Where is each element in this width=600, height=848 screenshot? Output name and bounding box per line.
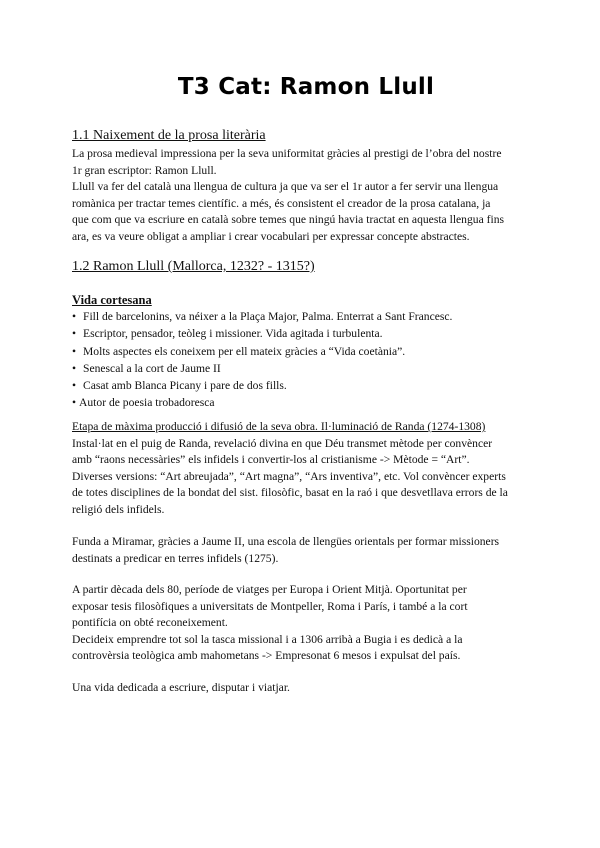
text-line: A partir dècada dels 80, període de viatges per Europa i Orient Mitjà. Oportunitat per <box>72 583 467 596</box>
text-line: Instal·lat en el puig de Randa, revelació divina en que Déu transmet mètode per convèncer <box>72 436 493 450</box>
bullet-mark: • <box>72 396 77 410</box>
bullet-text: Casat amb Blanca Picany i pare de dos fills. <box>83 379 287 393</box>
text-line: religió dels infidels. <box>72 502 165 516</box>
list-item <box>72 394 452 411</box>
text-line: pontifícia on obté reconeixement. <box>72 616 228 629</box>
text-line: Una vida dedicada a escriure, disputar i viatjar. <box>72 681 290 694</box>
section-1-heading: 1.1 Naixement de la prosa literària <box>72 128 266 143</box>
text-line: La prosa medieval impressiona per la seva uniformitat gràcies al prestigi de l’obra del nostre <box>72 147 502 160</box>
text-line: Llull va fer del català una llengua de cultura ja que va ser el 1r autor a fer servir una llengua <box>72 180 499 193</box>
list-item <box>72 325 452 342</box>
bullet-mark: • <box>72 327 77 341</box>
viatges-paragraph <box>72 582 540 665</box>
list-item <box>72 377 452 394</box>
text-line: amb “raons necessàries” els infidels i convertir-los al cristianisme -> Mètode = “Art”. <box>72 453 470 466</box>
section-1-paragraph <box>72 146 540 245</box>
vida-cortesana-heading: Vida cortesana <box>72 293 152 307</box>
text-line: que com que va escriure en català sobre temes que ningú havia tractat en aquesta llengua fins <box>72 213 505 226</box>
bullet-text: Autor de poesia trobadoresca <box>79 396 215 410</box>
section-2-heading: 1.2 Ramon Llull (Mallorca, 1232? - 1315?) <box>72 259 315 274</box>
bullet-mark: • <box>72 361 77 375</box>
list-item <box>72 308 452 325</box>
etapa-paragraph <box>72 419 540 518</box>
text-line: 1r gran escriptor: Ramon Llull. <box>72 163 217 177</box>
text-line: de totes disciplines de la bondat del sist. filosòfic, basat en la raó i que desvetllava errors de la <box>72 486 508 499</box>
vida-bullet-list <box>72 308 452 412</box>
miramar-paragraph <box>72 534 540 567</box>
text-line: romànica per tractar temes científic. a més, és consistent el creador de la prosa catalana, ja <box>72 196 491 210</box>
text-line: Funda a Miramar, gràcies a Jaume II, una escola de llengües orientals per formar missioners <box>72 535 500 548</box>
list-item <box>72 343 452 360</box>
text-line: ara, es va veure obligat a ampliar i crear vocabulari per expressar concepte abstractes. <box>72 229 470 243</box>
bullet-text: Senescal a la cort de Jaume II <box>83 361 221 375</box>
text-line: Decideix emprendre tot sol la tasca missional i a 1306 arribà a Bugia i es dedicà a la <box>72 632 463 646</box>
bullet-mark: • <box>72 310 77 323</box>
bullet-text: Fill de barcelonins, va néixer a la Plaça Major, Palma. Enterrat a Sant Francesc. <box>83 310 453 323</box>
text-line: exposar tesis filosòfiques a universitats de Montpeller, Roma i París, i també a la cort <box>72 599 468 613</box>
text-line: controvèrsia teològica amb mahometans -> Empresonat 6 mesos i expulsat del país. <box>72 649 461 662</box>
bullet-mark: • <box>72 344 77 358</box>
bullet-text: Escriptor, pensador, teòleg i missioner. Vida agitada i turbulenta. <box>83 327 383 341</box>
text-line: destinats a predicar en terres infidels (1275). <box>72 551 279 565</box>
text-line: Diverses versions: “Art abreujada”, “Art magna”, “Ars inventiva”, etc. Vol convèncer experts <box>72 469 506 483</box>
etapa-heading: Etapa de màxima producció i difusió de la seva obra. Il·luminació de Randa (1274-1308) <box>72 420 486 433</box>
page-title: T3 Cat: Ramon Llull <box>177 74 435 100</box>
bullet-mark: • <box>72 379 77 393</box>
closing-paragraph <box>72 680 540 697</box>
list-item <box>72 360 452 377</box>
bullet-text: Molts aspectes els coneixem per ell mateix gràcies a “Vida coetània”. <box>83 344 406 358</box>
